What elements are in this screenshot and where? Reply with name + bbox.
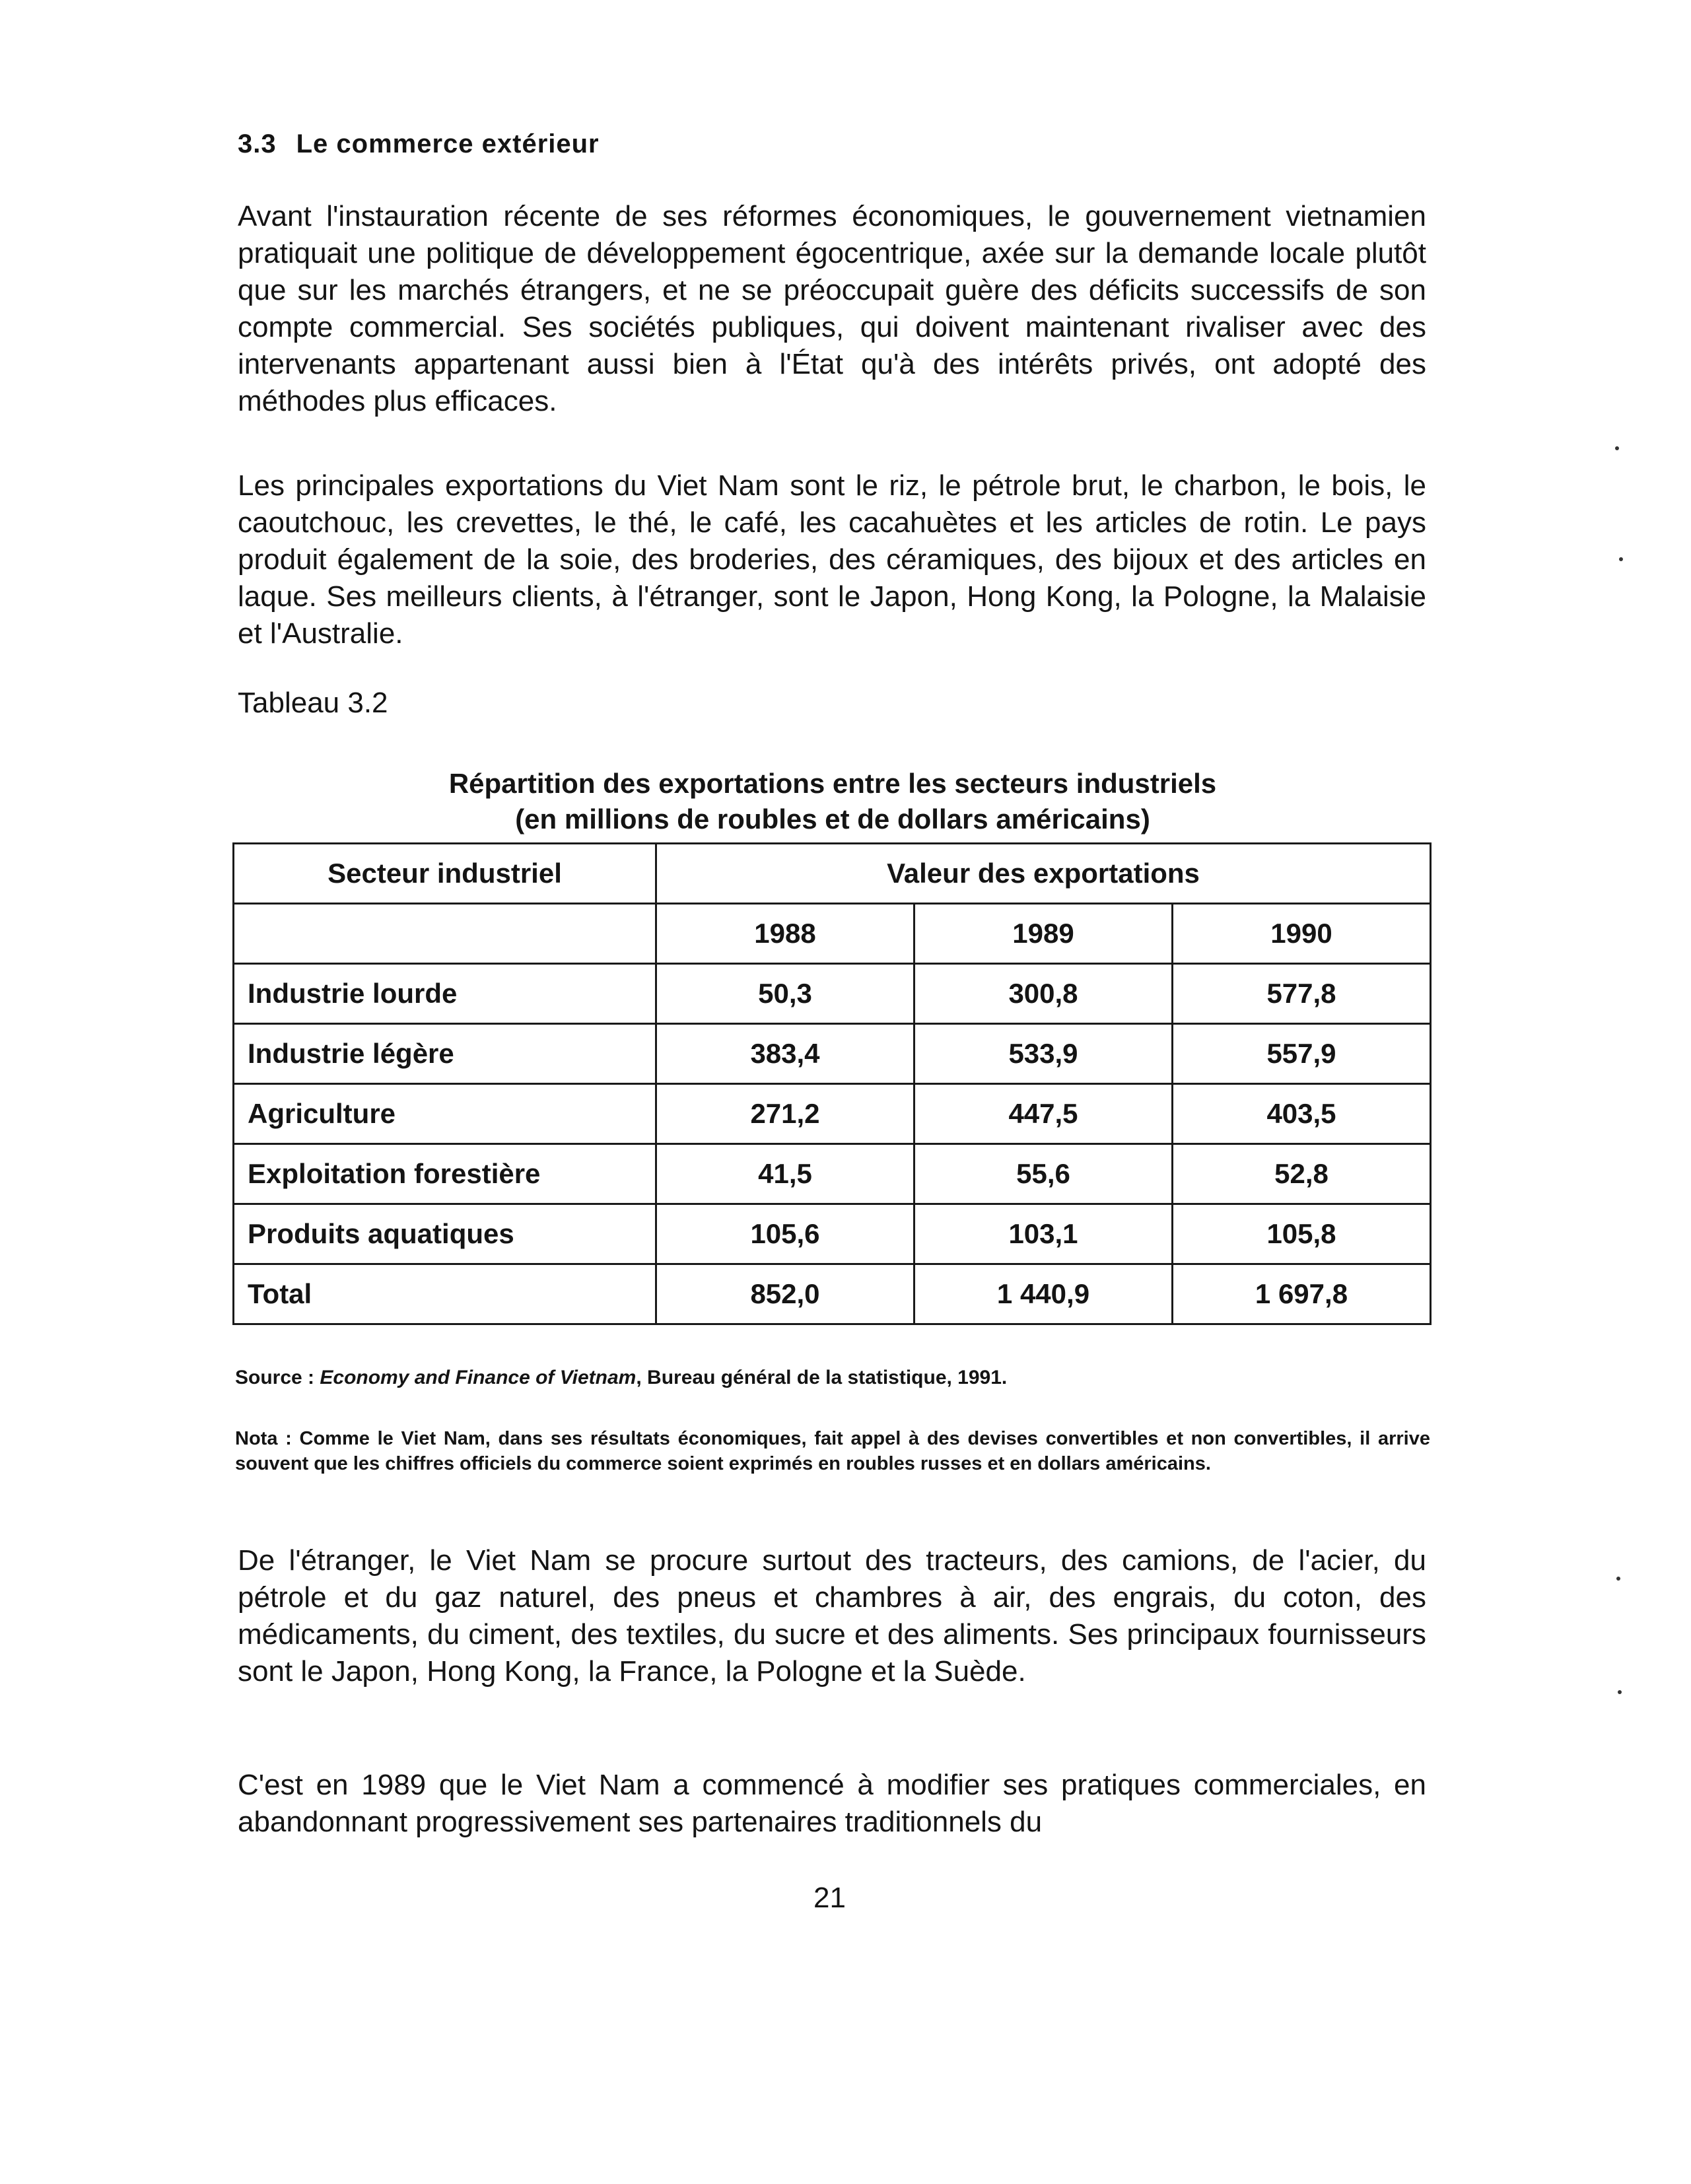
cell-value: 55,6 bbox=[915, 1144, 1173, 1204]
table-row bbox=[234, 1204, 1431, 1264]
header-year: 1990 bbox=[1173, 904, 1431, 964]
table-year-row bbox=[234, 904, 1431, 964]
source-rest: , Bureau général de la statistique, 1991. bbox=[636, 1367, 1008, 1388]
paragraph-exports: Les principales exportations du Viet Nam sont le riz, le pétrole brut, le charbon, le bois, le caoutchouc, les crevettes, le thé, le café, les cacahuètes et les articles de rotin. Le pays produit également de la soie, des broderies, des céramiques, des bijoux et des articles en laque. Ses meilleurs clients, à l'étranger, sont le Japon, Hong Kong, la Pologne, la Malaisie et l'Australie. bbox=[238, 469, 1426, 650]
row-sector: Exploitation forestière bbox=[234, 1144, 656, 1204]
source-prefix: Source : bbox=[235, 1367, 320, 1388]
table-row bbox=[234, 1024, 1431, 1084]
cell-value: 105,8 bbox=[1173, 1204, 1431, 1264]
cell-value: 41,5 bbox=[656, 1144, 915, 1204]
scan-speck bbox=[1619, 557, 1623, 561]
scan-speck bbox=[1615, 446, 1619, 450]
row-sector: Produits aquatiques bbox=[234, 1204, 656, 1264]
cell-value: 533,9 bbox=[915, 1024, 1173, 1084]
scan-speck bbox=[1616, 1577, 1620, 1581]
header-year: 1989 bbox=[915, 904, 1173, 964]
scan-speck bbox=[1618, 1690, 1622, 1694]
header-empty bbox=[234, 904, 656, 964]
row-sector: Industrie légère bbox=[234, 1024, 656, 1084]
table-row bbox=[234, 1084, 1431, 1144]
cell-value: 383,4 bbox=[656, 1024, 915, 1084]
cell-value: 1 440,9 bbox=[915, 1264, 1173, 1324]
table-total-row bbox=[234, 1264, 1431, 1324]
source-title: Economy and Finance of Vietnam bbox=[320, 1367, 637, 1388]
table-row bbox=[234, 964, 1431, 1024]
row-sector: Agriculture bbox=[234, 1084, 656, 1144]
paragraph-intro: Avant l'instauration récente de ses réformes économiques, le gouvernement vietnamien pratiquait une politique de développement égocentrique, axée sur la demande locale plutôt que sur les marchés étrangers, et ne se préoccupait guère des déficits successifs de son compte commercial. Ses sociétés publiques, qui doivent maintenant rivaliser avec des intervenants appartenant aussi bien à l'État qu'à des intérêts privés, ont adopté des méthodes plus efficaces. bbox=[238, 200, 1426, 417]
row-sector: Industrie lourde bbox=[234, 964, 656, 1024]
cell-value: 403,5 bbox=[1173, 1084, 1431, 1144]
cell-value: 300,8 bbox=[915, 964, 1173, 1024]
table-caption-line-2: (en millions de roubles et de dollars américains) bbox=[515, 803, 1150, 835]
table-header-row bbox=[234, 844, 1431, 904]
table-label: Tableau 3.2 bbox=[238, 687, 388, 719]
section-heading bbox=[238, 129, 600, 159]
cell-value: 50,3 bbox=[656, 964, 915, 1024]
cell-value: 447,5 bbox=[915, 1084, 1173, 1144]
cell-value: 271,2 bbox=[656, 1084, 915, 1144]
page-number: 21 bbox=[813, 1882, 846, 1914]
cell-value: 105,6 bbox=[656, 1204, 915, 1264]
exports-table bbox=[232, 842, 1432, 1325]
table-note: Nota : Comme le Viet Nam, dans ses résultats économiques, fait appel à des devises convertibles et non convertibles, il arrive souvent que les chiffres officiels du commerce soient exprimés en roubles russes et en dollars américains. bbox=[235, 1428, 1430, 1474]
table-caption bbox=[235, 766, 1430, 837]
cell-value: 557,9 bbox=[1173, 1024, 1431, 1084]
header-sector: Secteur industriel bbox=[234, 844, 656, 904]
table-caption-line-1: Répartition des exportations entre les secteurs industriels bbox=[448, 768, 1217, 799]
cell-value: 1 697,8 bbox=[1173, 1264, 1431, 1324]
header-year: 1988 bbox=[656, 904, 915, 964]
table-source bbox=[235, 1367, 1007, 1389]
cell-value: 103,1 bbox=[915, 1204, 1173, 1264]
cell-value: 852,0 bbox=[656, 1264, 915, 1324]
paragraph-trade-change: C'est en 1989 que le Viet Nam a commencé à modifier ses pratiques commerciales, en abandonnant progressivement ses partenaires traditionnels du bbox=[238, 1769, 1426, 1838]
table-row bbox=[234, 1144, 1431, 1204]
cell-value: 52,8 bbox=[1173, 1144, 1431, 1204]
paragraph-imports: De l'étranger, le Viet Nam se procure surtout des tracteurs, des camions, de l'acier, du pétrole et du gaz naturel, des pneus et chambres à air, des engrais, du coton, des médicaments, du ciment, des textiles, du sucre et des aliments. Ses principaux fournisseurs sont le Japon, Hong Kong, la France, la Pologne et la Suède. bbox=[238, 1544, 1426, 1688]
row-sector: Total bbox=[234, 1264, 656, 1324]
cell-value: 577,8 bbox=[1173, 964, 1431, 1024]
header-export-value: Valeur des exportations bbox=[656, 844, 1431, 904]
section-number: 3.3 bbox=[238, 129, 277, 158]
section-title: Le commerce extérieur bbox=[296, 129, 600, 158]
